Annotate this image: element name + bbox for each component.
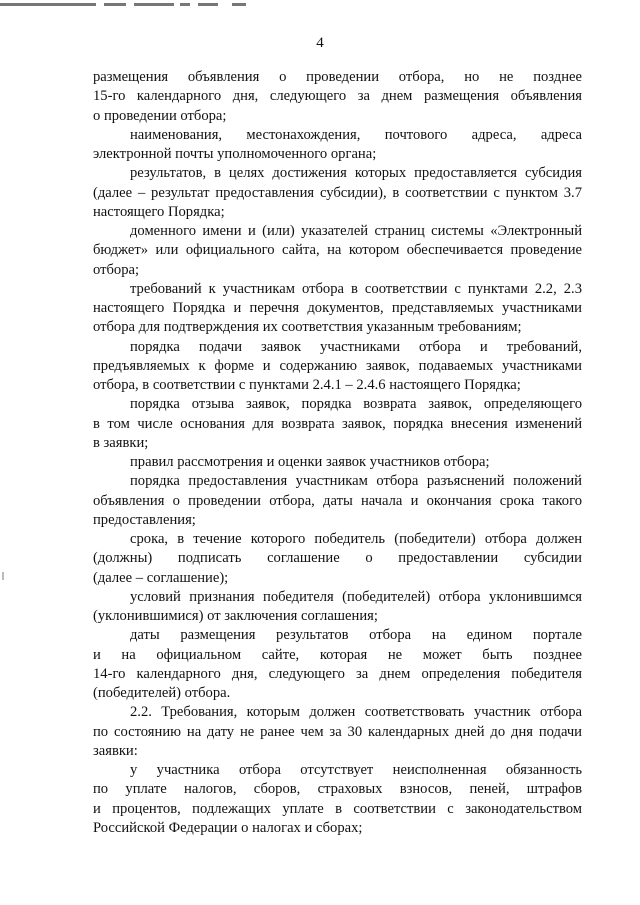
- paragraph: [93, 222, 582, 280]
- paragraph: [93, 338, 582, 396]
- text-line: размещения объявления о проведении отбора, но не позднее: [93, 69, 582, 85]
- text-line: условий признания победителя (победителей) отбора уклонившимся: [130, 588, 582, 605]
- paragraph: [93, 280, 582, 338]
- text-line: 2.2. Требования, которым должен соответствовать участник отбора: [130, 704, 582, 721]
- text-line: электронной почты уполномоченного органа;: [93, 146, 377, 162]
- text-line: бюджет» или официального сайта, на котором обеспечивается проведение: [93, 242, 582, 259]
- text-line: 14-го календарного дня, следующего за днем определения победителя: [93, 665, 582, 682]
- paragraph: [93, 164, 582, 222]
- text-line: требований к участникам отбора в соответствии с пунктами 2.2, 2.3: [130, 280, 582, 297]
- text-line: предъявляемых к форме и содержанию заявок, подаваемых участниками: [93, 357, 582, 374]
- paragraph: [93, 68, 582, 126]
- text-line: в заявки;: [93, 434, 149, 451]
- text-line: (далее – соглашение);: [93, 569, 229, 586]
- paragraph: [93, 626, 582, 703]
- text-line: по состоянию на дату не ранее чем за 30 календарных дней до дня подачи: [93, 723, 582, 740]
- text-line: отбора;: [93, 261, 140, 278]
- text-line: 15-го календарного дня, следующего за днем размещения объявления: [93, 88, 582, 105]
- text-line: заявки:: [93, 742, 138, 759]
- text-line: порядка отзыва заявок, порядка возврата заявок, определяющего: [130, 396, 582, 413]
- text-line: (победителей) отбора.: [93, 685, 231, 701]
- paragraph: [93, 472, 582, 530]
- paragraph: [93, 395, 582, 453]
- paragraph: [93, 588, 582, 627]
- text-line: срока, в течение которого победитель (победители) отбора должен: [130, 531, 582, 547]
- text-line: по уплате налогов, сборов, страховых взносов, пеней, штрафов: [93, 781, 582, 798]
- paragraph: [93, 530, 582, 588]
- text-line: результатов, в целях достижения которых предоставляется субсидия: [130, 165, 582, 182]
- text-line: настоящего Порядка и перечня документов, представляемых участниками: [93, 300, 582, 316]
- paragraph: [93, 703, 582, 761]
- text-line: (уклонившимися) от заключения соглашения;: [93, 608, 378, 624]
- text-line: даты размещения результатов отбора на едином портале: [130, 627, 582, 644]
- document-body: [93, 68, 582, 838]
- text-line: наименования, местонахождения, почтового адреса, адреса: [130, 126, 582, 143]
- text-line: у участника отбора отсутствует неисполненная обязанность: [130, 762, 582, 778]
- text-line: отбора для подтверждения их соответствия указанным требованиям;: [93, 319, 522, 336]
- text-line: (далее – результат предоставления субсидии), в соответствии с пунктом 3.7: [93, 184, 582, 201]
- paragraph: [93, 126, 582, 165]
- text-line: порядка подачи заявок участниками отбора и требований,: [130, 338, 582, 355]
- text-line: предоставления;: [93, 511, 196, 528]
- text-line: Российской Федерации о налогах и сборах;: [93, 819, 363, 836]
- text-line: доменного имени и (или) указателей страниц системы «Электронный: [130, 223, 582, 239]
- text-line: (должны) подписать соглашение о предоставлении субсидии: [93, 550, 582, 567]
- paragraph: [93, 761, 582, 838]
- text-line: правил рассмотрения и оценки заявок участников отбора;: [130, 454, 490, 470]
- text-line: объявления о проведении отбора, даты начала и окончания срока такого: [93, 492, 582, 509]
- text-line: и процентов, подлежащих уплате в соответствии с законодательством: [93, 800, 582, 817]
- text-line: отбора, в соответствии с пунктами 2.4.1 – 2.4.6 настоящего Порядка;: [93, 377, 521, 393]
- text-line: и на официальном сайте, которая не может быть позднее: [93, 646, 582, 663]
- scan-edge-mark: [2, 572, 4, 580]
- text-line: настоящего Порядка;: [93, 203, 225, 220]
- paragraph: [93, 453, 582, 472]
- text-line: в том числе основания для возврата заявок, порядка внесения изменений: [93, 415, 582, 432]
- text-line: о проведении отбора;: [93, 107, 227, 124]
- scan-top-strip: [0, 0, 640, 12]
- page-number: 4: [316, 35, 324, 51]
- text-line: порядка предоставления участникам отбора разъяснений положений: [130, 473, 582, 490]
